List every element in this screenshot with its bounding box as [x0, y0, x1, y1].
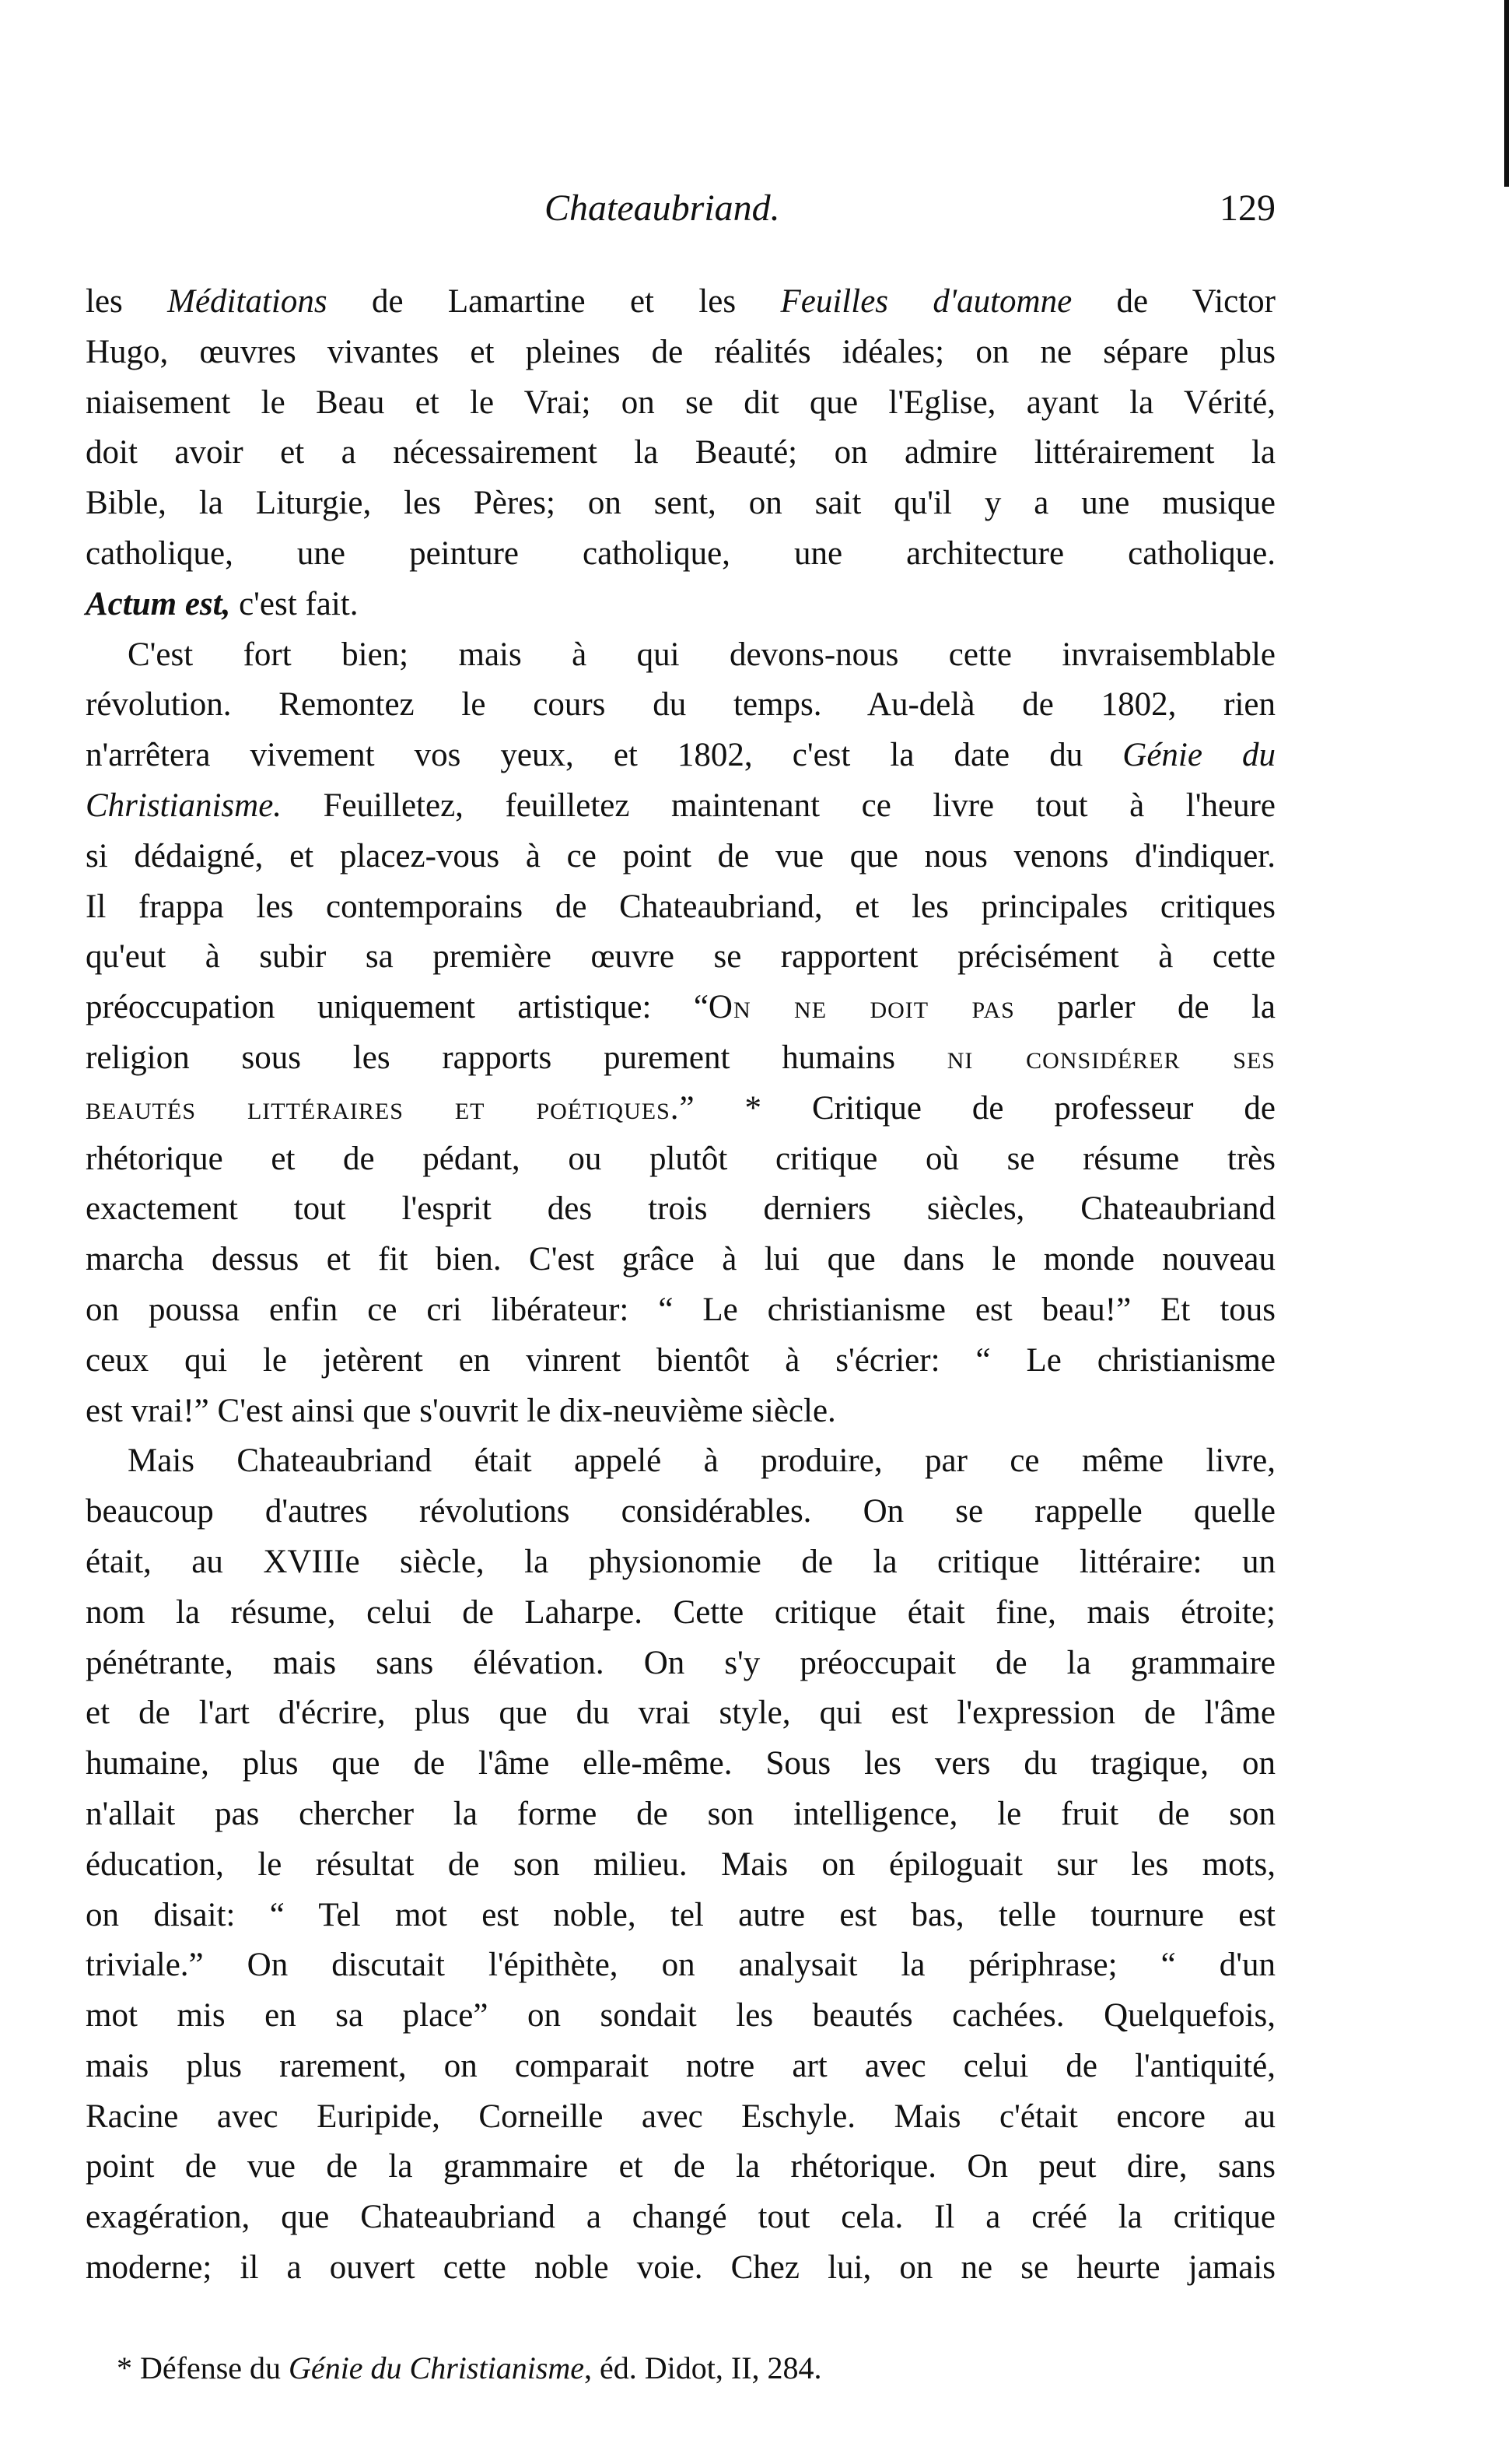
text-line — [86, 277, 1276, 328]
text-segment: de Lamartine et les — [327, 283, 781, 320]
text-line — [86, 328, 1276, 378]
text-segment: , éd. Didot, II, 284. — [584, 2350, 822, 2385]
running-title: Chateaubriand. — [544, 188, 780, 229]
text-line — [86, 478, 1276, 529]
text-segment: exactement tout l'esprit des trois derniers siècles, Chateaubriand — [86, 1190, 1276, 1228]
text-segment: ni considérer ses — [947, 1039, 1276, 1076]
text-segment: Christianisme. — [86, 787, 282, 824]
text-line — [86, 2092, 1276, 2143]
text-line — [86, 1639, 1276, 1689]
text-line — [86, 1739, 1276, 1789]
text-segment: beautés littéraires et poétiques. — [86, 1089, 680, 1127]
text-line — [86, 1840, 1276, 1891]
text-line — [86, 1537, 1276, 1588]
text-segment: préoccupation uniquement artistique: “ — [86, 989, 709, 1026]
text-line — [86, 932, 1276, 983]
text-segment: Génie du — [1122, 737, 1276, 774]
text-segment: Méditations — [167, 283, 327, 320]
text-line — [86, 1436, 1276, 1487]
text-line — [86, 1588, 1276, 1639]
text-segment: Mais Chateaubriand était appelé à produire, par ce même livre, — [128, 1442, 1276, 1480]
text-segment: Génie du Christianisme — [289, 2350, 585, 2385]
text-segment: mot mis en sa place” on sondait les beautés cachées. Quelquefois, — [86, 1997, 1276, 2035]
text-line — [86, 1285, 1276, 1336]
text-segment: * Défense du — [117, 2350, 289, 2385]
text-line — [86, 1336, 1276, 1386]
footnote — [117, 2350, 822, 2386]
text-line — [86, 1033, 1276, 1084]
text-segment: était, au XVIIIe siècle, la physionomie de la critique littéraire: un — [86, 1543, 1276, 1580]
text-segment: rhétorique et de pédant, ou plutôt critique où se résume très — [86, 1140, 1276, 1177]
text-line — [86, 1084, 1276, 1134]
text-segment: pénétrante, mais sans élévation. On s'y préoccupait de la grammaire — [86, 1644, 1276, 1681]
text-line — [86, 1184, 1276, 1235]
text-segment: C'est fort bien; mais à qui devons-nous cette invraisemblable — [128, 636, 1276, 673]
text-line — [86, 378, 1276, 429]
text-segment: on poussa enfin ce cri libérateur: “ Le christianisme est beau!” Et tous — [86, 1291, 1276, 1328]
text-segment: Actum est, — [86, 585, 231, 622]
text-segment: de Victor — [1072, 283, 1276, 320]
text-segment: parler de la — [1014, 989, 1276, 1026]
text-segment: On ne doit pas — [708, 989, 1015, 1026]
text-line — [86, 529, 1276, 580]
text-line — [86, 781, 1276, 832]
text-segment: les — [86, 283, 168, 320]
text-line — [86, 680, 1276, 731]
text-segment: c'est fait. — [230, 585, 359, 622]
text-segment: doit avoir et a nécessairement la Beauté; on admire littérairement la — [86, 434, 1276, 471]
text-segment: qu'eut à subir sa première œuvre se rapportent précisément à cette — [86, 938, 1276, 976]
text-line — [86, 2192, 1276, 2243]
text-segment: marcha dessus et fit bien. C'est grâce à lui que dans le monde nouveau — [86, 1241, 1276, 1278]
text-line — [86, 1940, 1276, 1991]
text-segment: et de l'art d'écrire, plus que du vrai style, qui est l'expression de l'âme — [86, 1695, 1276, 1732]
text-line — [86, 832, 1276, 882]
text-segment: n'arrêtera vivement vos yeux, et 1802, c'est la date du — [86, 737, 1123, 774]
text-segment: révolution. Remontez le cours du temps. Au-delà de 1802, rien — [86, 686, 1276, 724]
text-segment: humaine, plus que de l'âme elle-même. Sous les vers du tragique, on — [86, 1745, 1276, 1782]
text-segment: triviale.” On discutait l'épithète, on analysait la périphrase; “ d'un — [86, 1947, 1276, 1984]
text-segment: Feuilletez, feuilletez maintenant ce livre tout à l'heure — [282, 787, 1276, 824]
text-segment: éducation, le résultat de son milieu. Mais on épiloguait sur les mots, — [86, 1845, 1276, 1883]
text-segment: niaisement le Beau et le Vrai; on se dit que l'Eglise, ayant la Vérité, — [86, 384, 1276, 421]
body-text — [86, 277, 1276, 2294]
text-segment: Bible, la Liturgie, les Pères; on sent, on sait qu'il y a une musique — [86, 485, 1276, 522]
text-segment: exagération, que Chateaubriand a changé tout cela. Il a créé la critique — [86, 2199, 1276, 2236]
text-line — [86, 2243, 1276, 2294]
text-segment: ceux qui le jetèrent en vinrent bientôt à s'écrier: “ Le christianisme — [86, 1341, 1276, 1379]
text-segment: nom la résume, celui de Laharpe. Cette critique était fine, mais étroite; — [86, 1593, 1276, 1631]
text-line — [86, 1688, 1276, 1739]
text-line — [86, 731, 1276, 781]
text-segment: point de vue de la grammaire et de la rhétorique. On peut dire, sans — [86, 2148, 1276, 2185]
text-line — [86, 882, 1276, 933]
text-segment: Hugo, œuvres vivantes et pleines de réalités idéales; on ne sépare plus — [86, 333, 1276, 370]
text-segment: n'allait pas chercher la forme de son intelligence, le fruit de son — [86, 1795, 1276, 1832]
text-segment: catholique, une peinture catholique, une architecture catholique. — [86, 535, 1276, 572]
text-line — [86, 2142, 1276, 2192]
text-line — [86, 983, 1276, 1033]
text-line — [86, 1891, 1276, 1941]
text-segment: moderne; il a ouvert cette noble voie. Chez lui, on ne se heurte jamais — [86, 2249, 1276, 2287]
text-segment: mais plus rarement, on comparait notre art avec celui de l'antiquité, — [86, 2047, 1276, 2084]
text-line — [86, 580, 1276, 630]
page-header — [86, 187, 1276, 249]
page-number: 129 — [1220, 188, 1276, 229]
page-edge-line — [1504, 0, 1509, 187]
text-line — [86, 1235, 1276, 1285]
text-segment: ” * Critique de professeur de — [679, 1089, 1276, 1127]
text-line — [86, 1789, 1276, 1840]
text-segment: on disait: “ Tel mot est noble, tel autre est bas, telle tournure est — [86, 1896, 1276, 1933]
text-segment: Feuilles d'automne — [780, 283, 1073, 320]
text-segment: beaucoup d'autres révolutions considérables. On se rappelle quelle — [86, 1493, 1276, 1530]
text-segment: Racine avec Euripide, Corneille avec Eschyle. Mais c'était encore au — [86, 2098, 1276, 2135]
text-segment: Il frappa les contemporains de Chateaubriand, et les principales critiques — [86, 888, 1276, 925]
text-line — [86, 1134, 1276, 1185]
text-line — [86, 1386, 1276, 1437]
text-line — [86, 1487, 1276, 1537]
text-line — [86, 428, 1276, 478]
text-segment: religion sous les rapports purement humains — [86, 1039, 947, 1076]
text-line — [86, 630, 1276, 681]
text-line — [86, 2042, 1276, 2092]
text-segment: si dédaigné, et placez-vous à ce point de vue que nous venons d'indiquer. — [86, 837, 1276, 874]
text-segment: est vrai!” C'est ainsi que s'ouvrit le dix-neuvième siècle. — [86, 1392, 836, 1429]
text-line — [86, 1991, 1276, 2042]
